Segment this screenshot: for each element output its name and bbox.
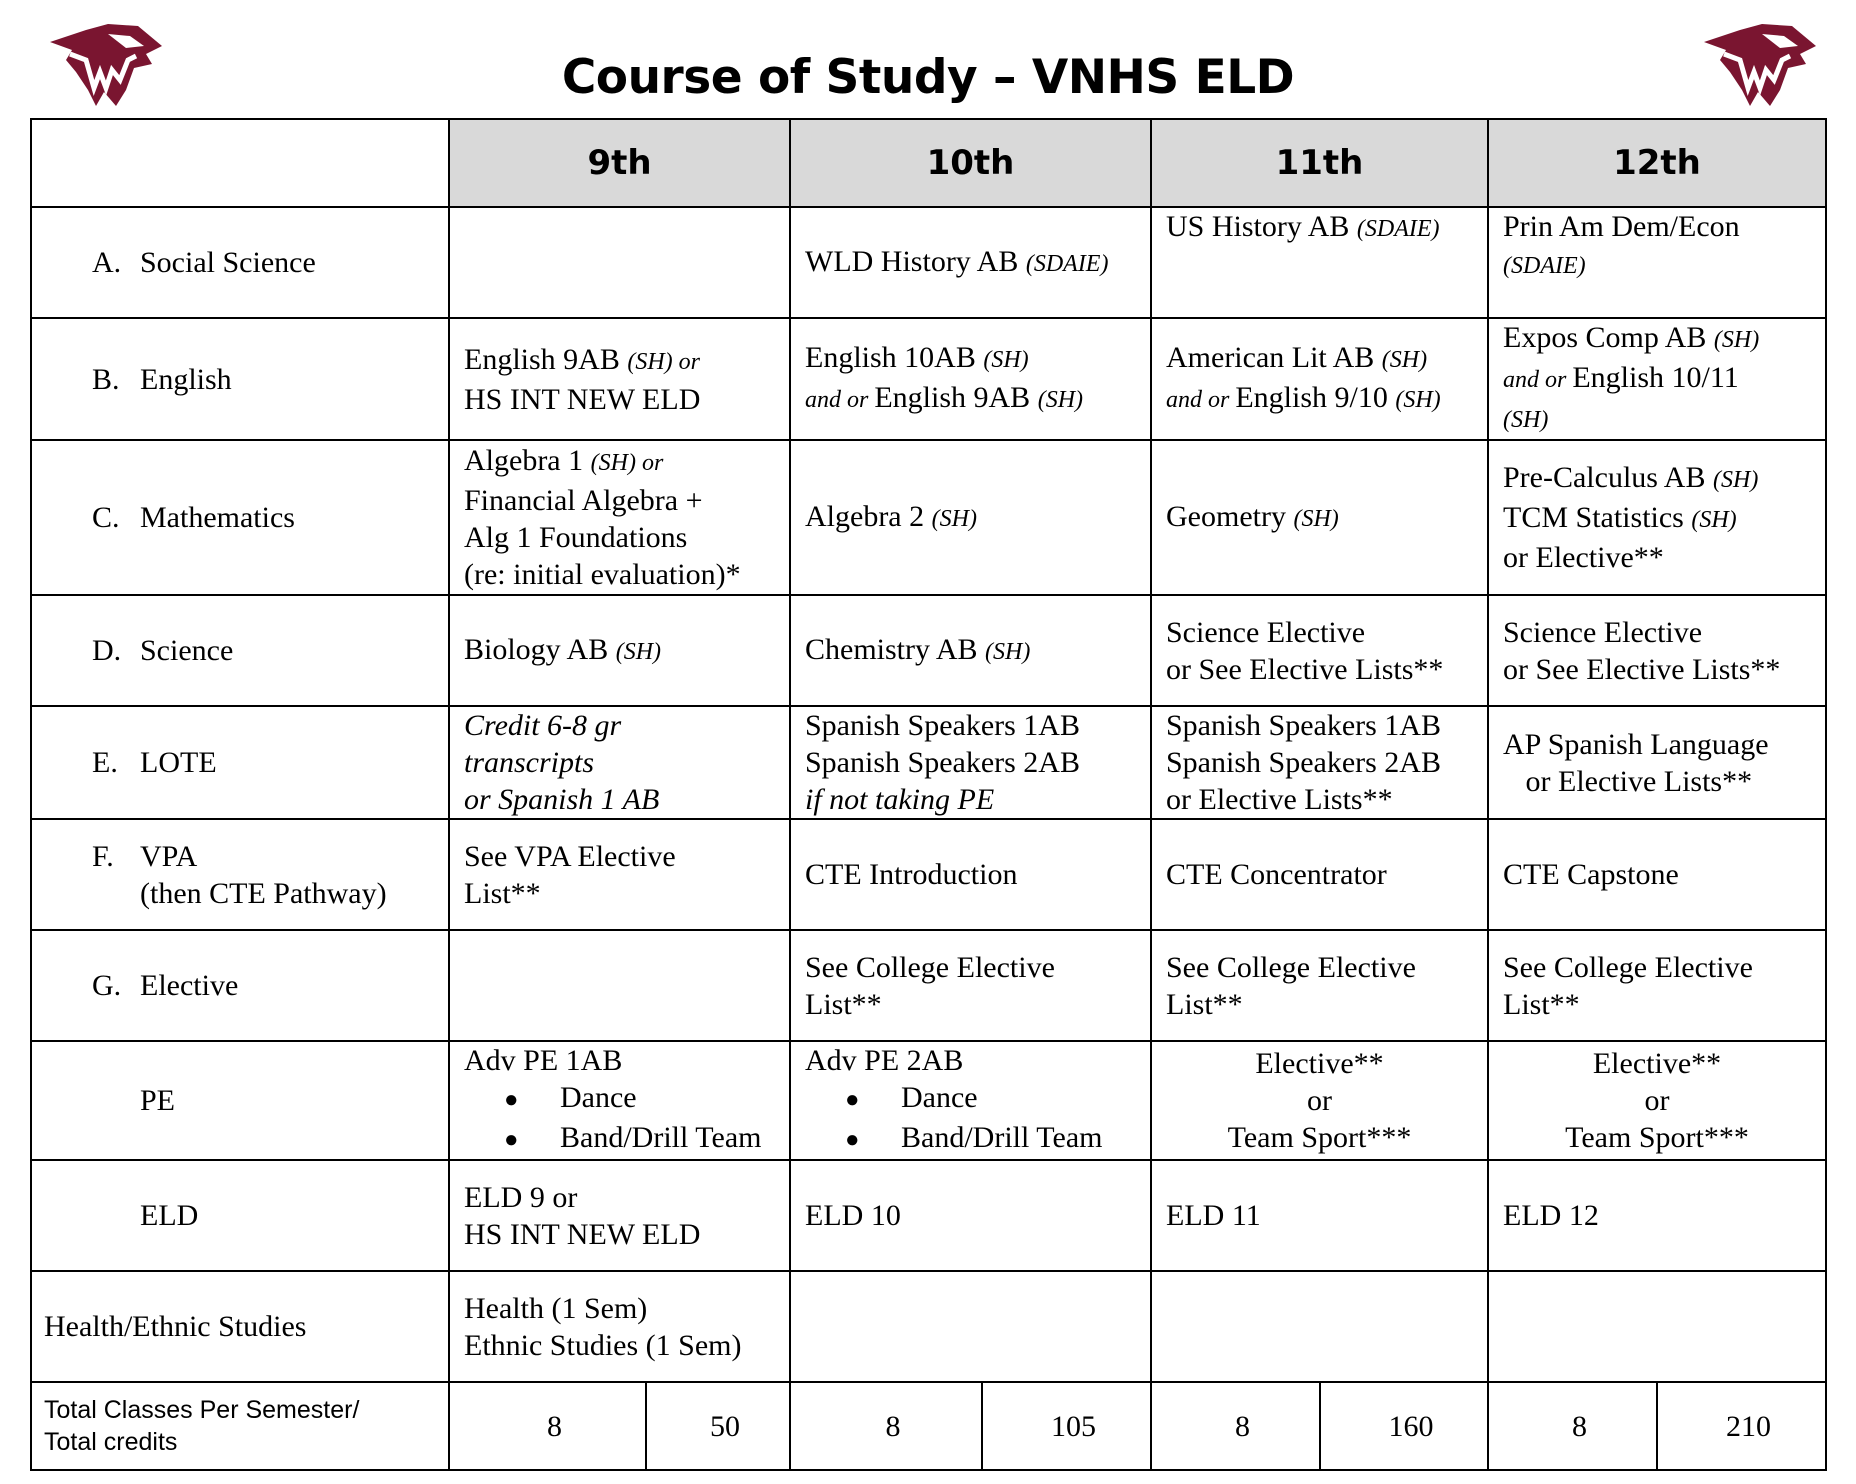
subject-row	[31, 706, 1826, 819]
course-line	[464, 442, 789, 482]
course-line	[464, 744, 789, 781]
course-note: (SH)	[1037, 387, 1084, 413]
course-name: English 9AB	[464, 342, 628, 376]
course-cell-grade-10	[790, 1041, 1151, 1160]
course-name: US History AB	[1166, 210, 1357, 243]
course-note: (SH)	[1293, 505, 1339, 532]
course-name: TCM Statistics	[1503, 501, 1692, 534]
course-line	[1166, 339, 1487, 379]
course-name: See College Elective	[1503, 950, 1753, 984]
header-blank-cell	[31, 119, 449, 207]
course-line	[1503, 1197, 1825, 1234]
course-line	[1166, 379, 1487, 419]
course-name: English 9AB	[874, 381, 1038, 414]
grade-header-row	[31, 119, 1826, 207]
totals-label-line1: Total Classes Per Semester/	[44, 1396, 360, 1424]
course-cell-grade-11	[1151, 1271, 1488, 1382]
course-note-italic: Credit 6-8 gr	[464, 709, 622, 742]
course-line	[464, 1119, 789, 1159]
course-line	[805, 1079, 1150, 1119]
total-credits-9: 50	[646, 1382, 790, 1470]
course-name: Algebra 1	[464, 444, 591, 477]
course-name: Health (1 Sem)	[464, 1291, 648, 1325]
course-name: Spanish Speakers 1AB	[1166, 709, 1441, 742]
course-line	[464, 1327, 789, 1364]
course-line	[464, 556, 789, 593]
subject-letter: G.	[92, 969, 122, 1002]
course-name: List**	[1166, 987, 1243, 1021]
subject-row	[31, 1271, 1826, 1382]
course-line	[464, 707, 789, 744]
course-name: ELD 10	[805, 1199, 901, 1232]
grade-header-12: 12th	[1488, 119, 1826, 207]
course-cell-grade-12	[1488, 819, 1826, 930]
subject-name: ELD	[140, 1199, 199, 1232]
subject-cell	[31, 1271, 449, 1382]
course-name: WLD History AB	[805, 244, 1026, 278]
course-line	[1503, 399, 1825, 439]
course-name: CTE Capstone	[1503, 858, 1679, 891]
course-cell-grade-9	[449, 1160, 790, 1271]
course-line	[1152, 1119, 1487, 1156]
course-note: and or	[1503, 367, 1573, 393]
course-name: Geometry	[1166, 499, 1294, 533]
course-note: (SH)	[615, 638, 662, 665]
course-name: Elective**	[1255, 1047, 1384, 1080]
course-note: (SH)	[985, 638, 1031, 665]
course-name: Science Elective	[1166, 615, 1366, 649]
course-name: or Elective**	[1503, 541, 1664, 574]
course-name: See College Elective	[1166, 950, 1416, 984]
course-line	[1166, 651, 1487, 688]
bullet-text: Band/Drill Team	[560, 1121, 762, 1154]
total-classes-11: 8	[1151, 1382, 1320, 1470]
grade-header-10: 10th	[790, 119, 1151, 207]
course-line	[805, 631, 1150, 671]
course-cell-grade-11	[1151, 1160, 1488, 1271]
course-name: Team Sport***	[1565, 1121, 1749, 1154]
course-cell-grade-12	[1488, 595, 1826, 706]
course-cell-grade-11	[1151, 207, 1488, 318]
subject-row	[31, 930, 1826, 1041]
course-name: or Elective Lists**	[1166, 783, 1393, 816]
subject-row	[31, 207, 1826, 318]
course-name: or Elective Lists**	[1503, 764, 1753, 798]
course-cell-grade-9	[449, 440, 790, 595]
course-note: (SH)	[1395, 387, 1441, 413]
total-classes-12: 8	[1488, 1382, 1657, 1470]
course-name: Pre-Calculus AB	[1503, 461, 1713, 494]
subject-row	[31, 1041, 1826, 1160]
course-table	[30, 118, 1827, 1471]
course-line	[1166, 614, 1487, 651]
course-line	[1152, 1082, 1487, 1119]
subject-cell	[31, 819, 449, 930]
course-name: List**	[805, 987, 882, 1021]
subject-cell	[31, 318, 449, 440]
subject-letter: B.	[92, 362, 120, 396]
course-note-italic: if not taking PE	[805, 783, 995, 816]
subject-cell	[31, 1041, 449, 1160]
course-line	[805, 379, 1150, 419]
subject-cell	[31, 440, 449, 595]
subject-name: Elective	[140, 969, 239, 1002]
course-cell-grade-10	[790, 706, 1151, 819]
totals-row	[31, 1382, 1826, 1470]
subject-letter: D.	[92, 634, 122, 667]
course-line	[1503, 726, 1825, 763]
course-note-italic: or Spanish 1 AB	[464, 783, 660, 816]
course-line	[464, 875, 789, 912]
course-cell-grade-9	[449, 1041, 790, 1160]
course-line	[805, 1119, 1150, 1159]
course-line	[1503, 856, 1825, 893]
course-cell-grade-9	[449, 595, 790, 706]
course-cell-grade-12	[1488, 1160, 1826, 1271]
subject-cell	[31, 595, 449, 706]
course-name: or See Elective Lists**	[1503, 652, 1781, 686]
subject-letter: F.	[92, 839, 114, 873]
course-name: Spanish Speakers 2AB	[1166, 746, 1441, 779]
course-name: Team Sport***	[1227, 1121, 1412, 1154]
course-note: (SDAIE)	[1356, 216, 1440, 242]
course-note: (SH)	[1691, 507, 1737, 533]
subject-row	[31, 595, 1826, 706]
course-line	[805, 856, 1150, 893]
course-cell-grade-12	[1488, 1041, 1826, 1160]
course-note: (SDAIE)	[1503, 253, 1586, 279]
subject-cell	[31, 1160, 449, 1271]
course-name: English 10AB	[805, 341, 984, 374]
bullet-text: Dance	[560, 1081, 637, 1114]
course-cell-grade-11	[1151, 595, 1488, 706]
course-cell-grade-11	[1151, 318, 1488, 440]
course-name: Adv PE 1AB	[464, 1044, 623, 1077]
page-title: Course of Study – VNHS ELD	[561, 50, 1295, 105]
course-name: Spanish Speakers 2AB	[805, 746, 1080, 779]
course-name: CTE Concentrator	[1166, 858, 1387, 891]
total-classes-10: 8	[790, 1382, 982, 1470]
course-line	[1166, 707, 1487, 744]
course-line	[464, 631, 789, 671]
course-name: Prin Am Dem/Econ	[1503, 210, 1740, 243]
course-note: (SH)	[1503, 407, 1549, 433]
course-name: English 9/10	[1235, 381, 1396, 414]
course-line	[464, 1216, 789, 1253]
course-name: Chemistry AB	[805, 632, 986, 666]
course-cell-grade-12	[1488, 440, 1826, 595]
course-line	[1503, 245, 1825, 285]
course-line	[464, 1290, 789, 1327]
course-cell-grade-9	[449, 1271, 790, 1382]
total-credits-10: 105	[982, 1382, 1151, 1470]
totals-label	[31, 1382, 449, 1470]
course-line	[464, 838, 789, 875]
course-note: (SH) or	[627, 348, 701, 375]
course-name: CTE Introduction	[805, 858, 1018, 891]
course-line	[1503, 986, 1825, 1023]
course-line	[1503, 763, 1825, 800]
grade-header-9: 9th	[449, 119, 790, 207]
course-name: Ethnic Studies (1 Sem)	[464, 1328, 742, 1362]
course-line	[464, 1042, 789, 1079]
course-cell-grade-9	[449, 819, 790, 930]
course-cell-grade-11	[1151, 706, 1488, 819]
course-name: Alg 1 Foundations	[464, 521, 688, 554]
course-line	[1503, 499, 1825, 539]
subject-row	[31, 440, 1826, 595]
course-name: Adv PE 2AB	[805, 1044, 964, 1077]
bullet-text: Dance	[901, 1081, 978, 1114]
course-note: and or	[805, 387, 875, 413]
course-line	[464, 482, 789, 519]
course-name: Expos Comp AB	[1503, 321, 1714, 354]
course-line	[1166, 986, 1487, 1023]
course-cell-grade-10	[790, 1271, 1151, 1382]
course-line	[1166, 1197, 1487, 1234]
course-line	[464, 1079, 789, 1119]
course-cell-grade-12	[1488, 930, 1826, 1041]
course-cell-grade-11	[1151, 1041, 1488, 1160]
bullet-text: Band/Drill Team	[901, 1121, 1103, 1154]
course-line	[1489, 1082, 1825, 1119]
course-cell-grade-9	[449, 207, 790, 318]
course-name: (re: initial evaluation)*	[464, 558, 741, 591]
course-note: (SH)	[1713, 327, 1760, 353]
course-cell-grade-9	[449, 706, 790, 819]
course-name: AP Spanish Language	[1503, 727, 1769, 761]
course-name: See College Elective	[805, 950, 1055, 984]
course-cell-grade-11	[1151, 930, 1488, 1041]
course-line	[1166, 744, 1487, 781]
course-cell-grade-10	[790, 1160, 1151, 1271]
subject-name: English	[140, 362, 232, 396]
course-line	[464, 341, 789, 381]
course-cell-grade-10	[790, 819, 1151, 930]
course-line	[1503, 949, 1825, 986]
course-note: (SH)	[931, 505, 977, 532]
course-name: See VPA Elective	[464, 839, 676, 873]
course-name: List**	[464, 876, 541, 910]
course-line	[805, 498, 1150, 538]
course-name: Elective**	[1592, 1047, 1722, 1080]
course-name: ELD 11	[1166, 1199, 1261, 1232]
course-cell-grade-9	[449, 318, 790, 440]
subject-row	[31, 318, 1826, 440]
total-classes-9: 8	[449, 1382, 646, 1470]
subject-row	[31, 819, 1826, 930]
course-note: (SH)	[983, 347, 1029, 373]
course-name: List**	[1503, 987, 1580, 1021]
course-note: (SDAIE)	[1025, 250, 1109, 277]
course-cell-grade-12	[1488, 706, 1826, 819]
course-line	[1166, 208, 1487, 248]
course-line	[805, 1197, 1150, 1234]
course-line	[1489, 1119, 1825, 1156]
subject-row	[31, 1160, 1826, 1271]
course-line	[1166, 498, 1487, 538]
course-line	[805, 744, 1150, 781]
subject-cell	[31, 930, 449, 1041]
course-line	[1152, 1045, 1487, 1082]
course-line	[1503, 539, 1825, 576]
subject-letter: A.	[92, 246, 122, 279]
course-line	[1503, 459, 1825, 499]
course-cell-grade-12	[1488, 207, 1826, 318]
course-line	[1503, 651, 1825, 688]
course-name: HS INT NEW ELD	[464, 1217, 701, 1251]
course-name: Science Elective	[1503, 615, 1703, 649]
course-line	[1503, 359, 1825, 399]
course-line	[1503, 208, 1825, 245]
subject-name: VPA	[140, 839, 198, 873]
course-name: or	[1644, 1084, 1670, 1117]
subject-cell	[31, 706, 449, 819]
subject-name: PE	[140, 1084, 176, 1117]
subject-name-line2: (then CTE Pathway)	[140, 876, 387, 910]
course-line	[464, 381, 789, 418]
course-cell-grade-9	[449, 930, 790, 1041]
course-cell-grade-10	[790, 318, 1151, 440]
course-cell-grade-11	[1151, 440, 1488, 595]
course-note-italic: transcripts	[464, 746, 595, 779]
total-credits-12: 210	[1657, 1382, 1826, 1470]
course-line	[805, 1042, 1150, 1079]
course-line	[464, 781, 789, 818]
course-line	[1503, 319, 1825, 359]
course-line	[464, 519, 789, 556]
subject-name: Social Science	[140, 246, 316, 279]
course-note: (SH)	[1381, 347, 1428, 373]
course-name: Algebra 2	[805, 499, 932, 533]
course-name: English 10/11	[1572, 361, 1739, 394]
course-note: (SH) or	[590, 450, 664, 476]
course-cell-grade-10	[790, 595, 1151, 706]
course-line	[464, 1179, 789, 1216]
course-cell-grade-10	[790, 207, 1151, 318]
course-cell-grade-12	[1488, 318, 1826, 440]
course-cell-grade-11	[1151, 819, 1488, 930]
course-name: HS INT NEW ELD	[464, 382, 701, 416]
total-credits-11: 160	[1320, 1382, 1488, 1470]
course-name: ELD 12	[1503, 1199, 1599, 1232]
subject-letter: C.	[92, 501, 120, 534]
course-name: ELD 9 or	[464, 1180, 578, 1214]
course-line	[805, 339, 1150, 379]
course-line	[805, 781, 1150, 818]
course-line	[1166, 949, 1487, 986]
course-line	[1503, 614, 1825, 651]
course-line	[1166, 781, 1487, 818]
subject-name: LOTE	[140, 746, 217, 779]
course-name: Biology AB	[464, 632, 616, 666]
course-name: Spanish Speakers 1AB	[805, 709, 1080, 742]
course-line	[805, 707, 1150, 744]
subject-name: Mathematics	[140, 501, 295, 534]
course-note: and or	[1166, 387, 1236, 413]
subject-name: Science	[140, 634, 234, 667]
course-cell-grade-10	[790, 930, 1151, 1041]
course-cell-grade-12	[1488, 1271, 1826, 1382]
course-line	[805, 243, 1150, 283]
course-name: or	[1307, 1084, 1332, 1117]
grade-header-11: 11th	[1151, 119, 1488, 207]
course-line	[805, 949, 1150, 986]
course-line	[1166, 856, 1487, 893]
subject-letter: E.	[92, 746, 118, 779]
course-cell-grade-10	[790, 440, 1151, 595]
course-line	[805, 986, 1150, 1023]
course-line	[1489, 1045, 1825, 1082]
course-name: Financial Algebra +	[464, 484, 703, 517]
totals-label-line2: Total credits	[44, 1428, 178, 1456]
course-name: American Lit AB	[1166, 341, 1382, 374]
course-note: (SH)	[1713, 467, 1759, 493]
course-name: or See Elective Lists**	[1166, 652, 1444, 686]
subject-cell	[31, 207, 449, 318]
subject-name: Health/Ethnic Studies	[44, 1310, 307, 1343]
